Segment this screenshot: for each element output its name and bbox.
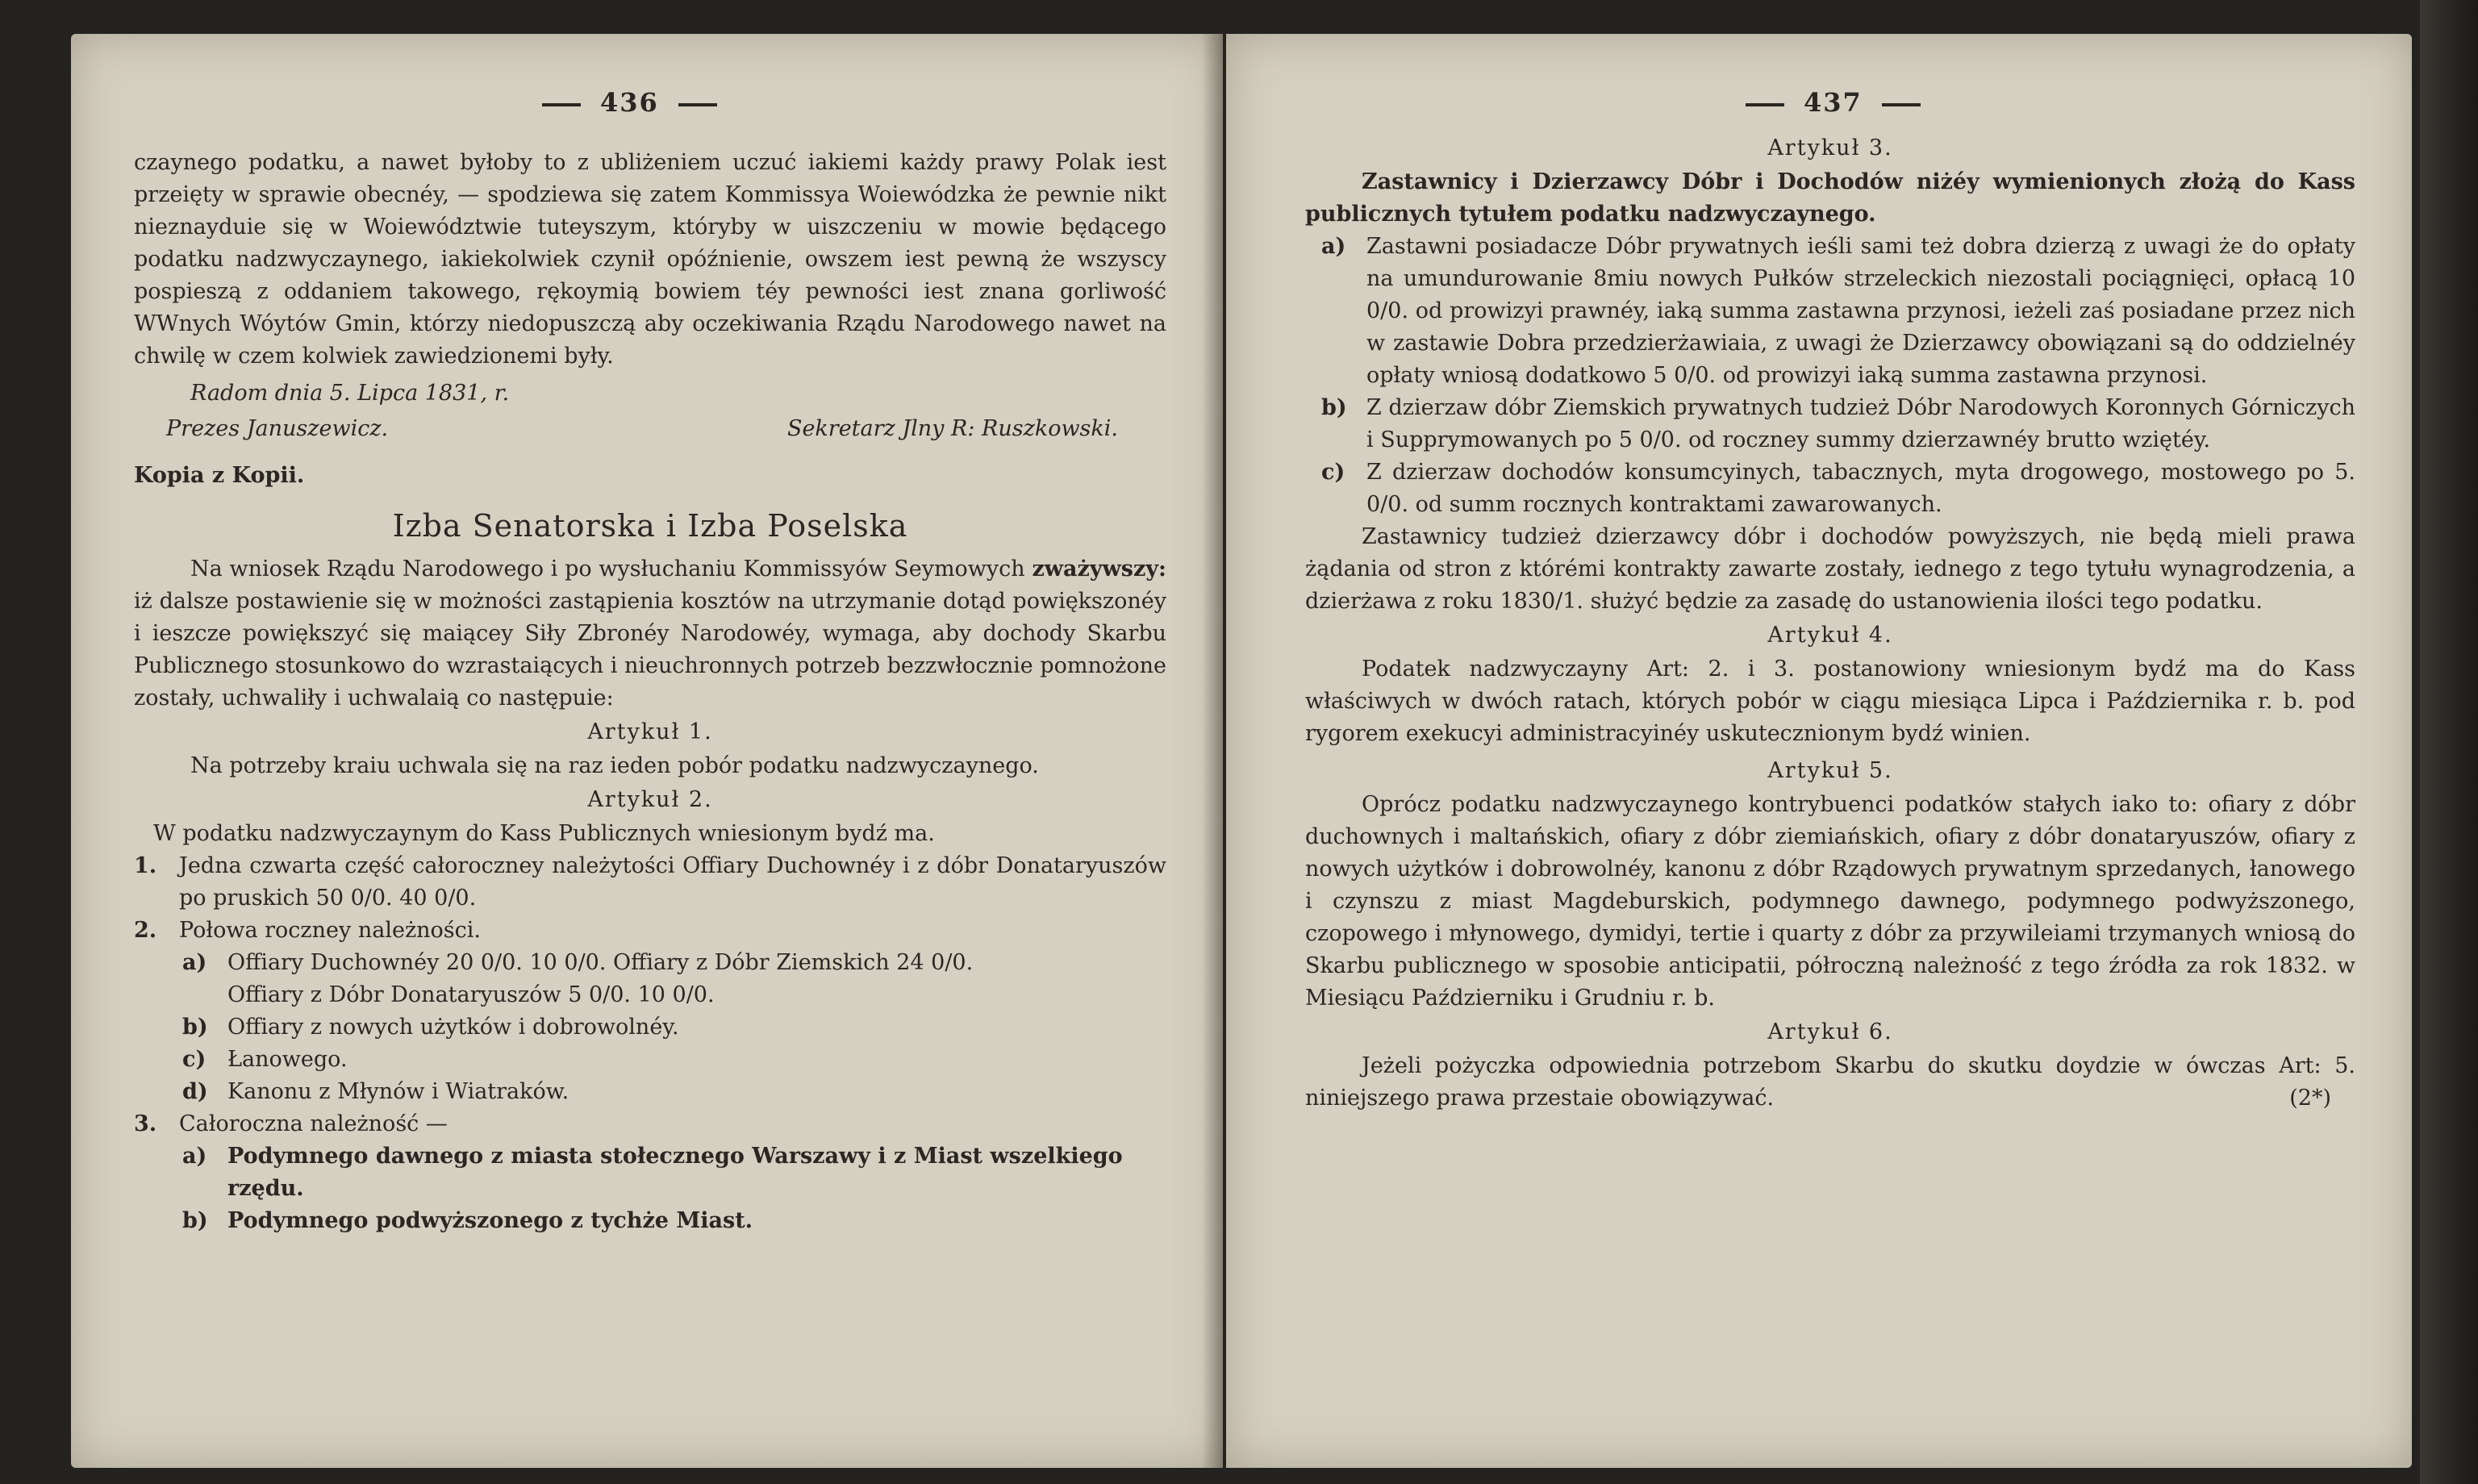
sub-text: Offiary z Dóbr Donataryuszów 5 0/0. 10 0/0. xyxy=(227,982,715,1007)
article-text: Na potrzeby kraiu uchwala się na raz ieden pobór podatku nadzwyczaynego. xyxy=(190,753,1039,778)
list-text: Zastawni posiadacze Dóbr prywatnych ieśli sami też dobra dzierzą z uwagi że do opłaty na umundurowanie 8miu nowych Pułków strzeleckich niezostali pociągnięci, opłacą 10 0/0. od prowizyi prawnéy, iaką summa zastawna przynosi, ieżeli zaś posiadane przez nich w zastawie Dobra przedzierżawiaia, z uwagi że Dzierzawcy obowiązani są do oddzielnéy opłaty wniosą dodatkowo 5 0/0. od prowizyi iaką summa zastawna przynosi. xyxy=(1366,234,2355,388)
sub-item xyxy=(134,1076,1166,1108)
list-item xyxy=(134,1108,1166,1140)
place-date: Radom dnia 5. Lipca 1831, r. xyxy=(190,381,510,406)
article-heading: Artykuł 2. xyxy=(587,787,713,812)
left-page-header xyxy=(523,87,736,119)
sub-marker: d) xyxy=(182,1079,208,1104)
sub-marker: b) xyxy=(182,1208,208,1233)
right-page-body xyxy=(1305,131,2355,1115)
article-heading: Artykuł 4. xyxy=(1767,623,1893,648)
list-item xyxy=(134,850,1166,915)
list-item xyxy=(1305,231,2355,392)
list-text: Całoroczna należność — xyxy=(179,1111,448,1136)
article-heading: Artykuł 1. xyxy=(587,719,713,744)
list-text: Jedna czwarta część całoroczney należytości Offiary Duchownéy i z dóbr Donataryuszów po pruskich 50 0/0. 40 0/0. xyxy=(179,853,1166,911)
sub-marker: a) xyxy=(182,950,207,975)
left-page-body xyxy=(134,147,1166,1237)
signatures xyxy=(134,413,1166,445)
list-marker: c) xyxy=(1321,460,1345,485)
preamble xyxy=(134,553,1166,715)
left-page xyxy=(71,34,1223,1468)
president-signature: Prezes Januszewicz. xyxy=(166,416,389,441)
right-page xyxy=(1226,34,2412,1468)
list-text: Z dzierzaw dóbr Ziemskich prywatnych tudzież Dóbr Narodowych Koronnych Górniczych i Supprymowanych po 5 0/0. od roczney summy dzierzawnéy brutto wziętéy. xyxy=(1366,395,2355,452)
article-intro: W podatku nadzwyczaynym do Kass Publicznych wniesionym bydź ma. xyxy=(153,821,935,846)
page-number: 437 xyxy=(1804,87,1863,118)
sub-text: Podymnego dawnego z miasta stołecznego Warszawy i z Miast wszelkiego rzędu. xyxy=(227,1144,1123,1201)
sub-marker: b) xyxy=(182,1015,208,1040)
article-heading: Artykuł 3. xyxy=(1767,135,1893,160)
article-closing: Zastawnicy tudzież dzierzawcy dóbr i dochodów powyższych, nie będą mieli prawa żądania od stron z którémi kontrakty zawarte zostały, iednego z tego tytułu wynagrodzenia, a dzierżawa z roku 1830/1. służyć będzie za zasadę do ustanowienia ilości tego podatku. xyxy=(1305,524,2355,614)
sub-item xyxy=(134,947,1166,979)
preamble-lead: Na wniosek Rządu Narodowego i po wysłuchaniu Kommissyów Seymowych xyxy=(190,556,1025,582)
preamble-rest: iż dalsze postawienie się w możności zastąpienia kosztów na utrzymanie dotąd powiększonéy i ieszcze powiększyć się maiącey Siły Zbronéy Narodowéy, wymaga, aby dochody Skarbu Publicznego stosunkowo do wzrastaiących i nieuchronnych potrzeb bezzwłocznie pomnożone zostały, uchwaliły i uchwalaią co następuie: xyxy=(134,589,1166,711)
sub-item xyxy=(134,979,1166,1011)
list-marker: 3. xyxy=(134,1111,157,1136)
article-text: Oprócz podatku nadzwyczaynego kontrybuenci podatków stałych iako to: ofiary z dóbr duchownych i maltańskich, ofiary z dóbr ziemiańskich, ofiary z dóbr donataryuszów, ofiary z nowych użytków i dobrowolnéy, kanonu z dóbr Rządowych prywatnym sprzedanych, łanowego i czynszu z miast Magdeburskich, podymnego dawnego, podymnego podwyższonego, czopowego i młynowego, dymidyi, tertie i quarty z dóbr za przywileiami trzymanych wniosą do Skarbu publicznego w sposobie anticipatii, półroczną należność z tego źródła za rok 1832. w Miesiącu Październiku i Grudniu r. b. xyxy=(1305,792,2355,1011)
sub-item xyxy=(134,1011,1166,1044)
page-number: 436 xyxy=(600,87,659,118)
article-text: Jeżeli pożyczka odpowiednia potrzebom Skarbu do skutku doydzie w ówczas Art: 5. niniejszego prawa przestaie obowiązywać. xyxy=(1305,1053,2355,1111)
sub-marker: c) xyxy=(182,1047,206,1072)
right-page-header xyxy=(1726,87,1940,119)
list-marker: 2. xyxy=(134,918,157,943)
article-text: Podatek nadzwyczayny Art: 2. i 3. postanowiony wniesionym bydź ma do Kass właściwych w dwóch ratach, których pobór w ciągu miesiąca Lipca i Października r. b. pod rygorem exekucyi administracyinéy uskutecznionym bydź winien. xyxy=(1305,657,2355,746)
sub-text: Offiary Duchownéy 20 0/0. 10 0/0. Offiary z Dóbr Ziemskich 24 0/0. xyxy=(227,950,974,975)
sub-marker: a) xyxy=(182,1144,207,1169)
list-item xyxy=(1305,456,2355,521)
sub-item xyxy=(134,1140,1166,1205)
intro-paragraph: czaynego podatku, a nawet byłoby to z ubliżeniem uczuć iakiemi każdy prawy Polak iest przeięty w sprawie obecnéy, — spodziewa się zatem Kommissya Woiewódzka że pewnie nikt nieznayduie się w Woiewództwie tuteyszym, któryby w uiszczeniu w mowie będącego podatku nadzwyczaynego, iakiekolwiek czynił opóźnienie, owszem iest pewną że wszyscy pospieszą z oddaniem takowego, rękoymią bowiem téy pewności iest znana gorliwość WWnych Wóytów Gmin, którzy niedopuszczą aby oczekiwania Rządu Narodowego nawet na chwilę w czem kolwiek zawiedzionemi były. xyxy=(134,150,1166,369)
list-item xyxy=(1305,392,2355,456)
signature-mark: (2*) xyxy=(2289,1086,2331,1111)
article-heading: Artykuł 6. xyxy=(1767,1019,1893,1044)
sub-item xyxy=(134,1044,1166,1076)
article-heading: Artykuł 5. xyxy=(1767,758,1893,783)
sub-text: Offiary z nowych użytków i dobrowolnéy. xyxy=(227,1015,679,1040)
list-text: Z dzierzaw dochodów konsumcyinych, tabacznych, myta drogowego, mostowego po 5. 0/0. od summ rocznych kontraktami zawarowanych. xyxy=(1366,460,2355,517)
list-marker: a) xyxy=(1321,234,1346,259)
secretary-signature: Sekretarz Jlny R: Ruszkowski. xyxy=(786,416,1118,441)
preamble-bold: zważywszy: xyxy=(1032,556,1166,582)
article-text: Zastawnicy i Dzierzawcy Dóbr i Dochodów niżéy wymienionych złożą do Kass publicznych tytułem podatku nadzwyczaynego. xyxy=(1305,169,2355,227)
list-marker: b) xyxy=(1321,395,1347,420)
list-item xyxy=(134,915,1166,947)
sub-item xyxy=(134,1205,1166,1237)
scan-edge xyxy=(2420,0,2478,1484)
list-marker: 1. xyxy=(134,853,157,878)
document-title: Izba Senatorska i Izba Poselska xyxy=(392,508,908,544)
list-text: Połowa roczney należności. xyxy=(179,918,482,943)
copy-note: Kopia z Kopii. xyxy=(134,463,305,488)
sub-text: Kanonu z Młynów i Wiatraków. xyxy=(227,1079,569,1104)
sub-text: Łanowego. xyxy=(227,1047,348,1072)
sub-text: Podymnego podwyższonego z tychże Miast. xyxy=(227,1208,753,1233)
